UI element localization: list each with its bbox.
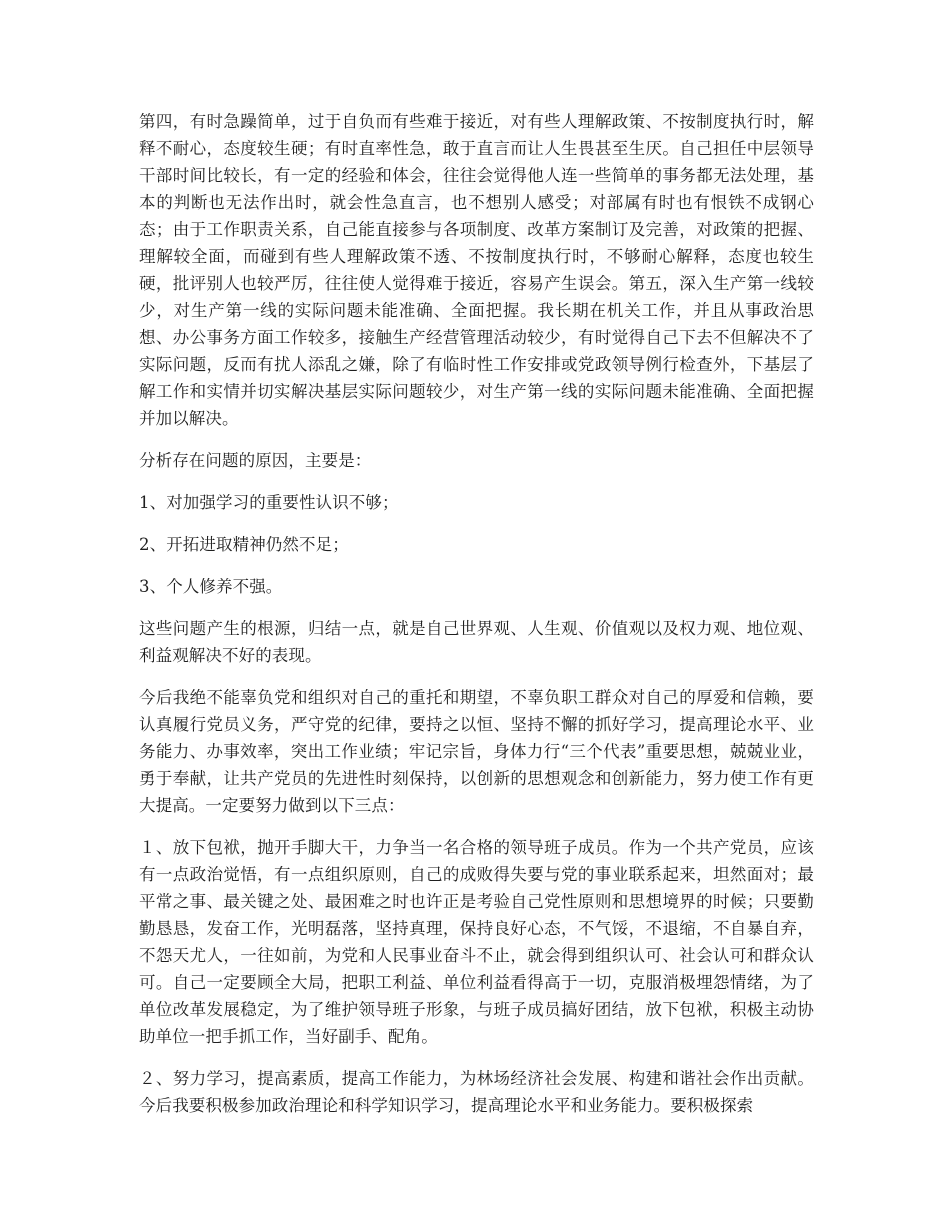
paragraph-fourth-fifth-issues: 第四，有时急躁简单，过于自负而有些难于接近，对有些人理解政策、不按制度执行时，解释不耐心，态度较生硬；有时直率性急，敢于直言而让人生畏甚至生厌。自己担任中层领导干部时间比较长，有一定的经验和体会，往往会觉得他人连一些简单的事务都无法处理，基本的判断也无法作出时，就会性急直言，也不想别人感受；对部属有时也有恨铁不成钢心态；由于工作职责关系，自己能直接参与各项制度、改革方案制订及完善，对政策的把握、理解较全面，而碰到有些人理解政策不透、不按制度执行时，不够耐心解释，态度也较生硬，批评别人也较严厉，往往使人觉得难于接近，容易产生误会。第五，深入生产第一线较少，对生产第一线的实际问题未能准确、全面把握。我长期在机关工作，并且从事政治思想、办公事务方面工作较多，接触生产经营管理活动较少，有时觉得自己下去不但解决不了实际问题，反而有扰人添乱之嫌，除了有临时性工作安排或党政领导例行检查外，下基层了解工作和实情并切实解决基层实际问题较少，对生产第一线的实际问题未能准确、全面把握并加以解决。	[139, 112, 814, 428]
paragraph-commitment: 今后我绝不能辜负党和组织对自己的重托和期望，不辜负职工群众对自己的厚爱和信赖，要认真履行党员义务，严守党的纪律，要持之以恒、坚持不懈的抓好学习，提高理论水平、业务能力、办事效率，突出工作业绩；牢记宗旨，身体力行“三个代表”重要思想，兢兢业业，勇于奉献，让共产党员的先进性时刻保持，以创新的思想观念和创新能力，努力使工作有更大提高。一定要努力做到以下三点：	[139, 688, 814, 815]
paragraph-point-2: ２、努力学习，提高素质，提高工作能力，为林场经济社会发展、构建和谐社会作出贡献。今后我要积极参加政治理论和科学知识学习，提高理论水平和业务能力。要积极探索	[139, 1069, 814, 1115]
paragraph-root-cause: 这些问题产生的根源，归结一点，就是自己世界观、人生观、价值观以及权力观、地位观、利益观解决不好的表现。	[139, 619, 814, 665]
paragraph-cause-2: 2、开拓进取精神仍然不足；	[139, 535, 349, 554]
paragraph-cause-3: 3、个人修养不强。	[139, 577, 283, 596]
document-body	[139, 108, 814, 1134]
paragraph-cause-1: 1、对加强学习的重要性认识不够；	[139, 493, 399, 512]
paragraph-point-1: １、放下包袱，抛开手脚大干，力争当一名合格的领导班子成员。作为一个共产党员，应该有一点政治觉悟，有一点组织原则，自己的成败得失要与党的事业联系起来，坦然面对；最平常之事、最关键之处、最困难之时也许正是考验自己党性原则和思想境界的时候；只要勤勤恳恳，发奋工作，光明磊落，坚持真理，保持良好心态，不气馁，不退缩，不自暴自弃，不怨天尤人，一往如前，为党和人民事业奋斗不止，就会得到组织认可、社会认可和群众认可。自己一定要顾全大局，把职工利益、单位利益看得高于一切，克服消极埋怨情绪，为了单位改革发展稳定，为了维护领导班子形象，与班子成员搞好团结，放下包袱，积极主动协助单位一把手抓工作，当好副手、配角。	[139, 838, 814, 1046]
paragraph-cause-intro: 分析存在问题的原因，主要是：	[139, 451, 372, 470]
